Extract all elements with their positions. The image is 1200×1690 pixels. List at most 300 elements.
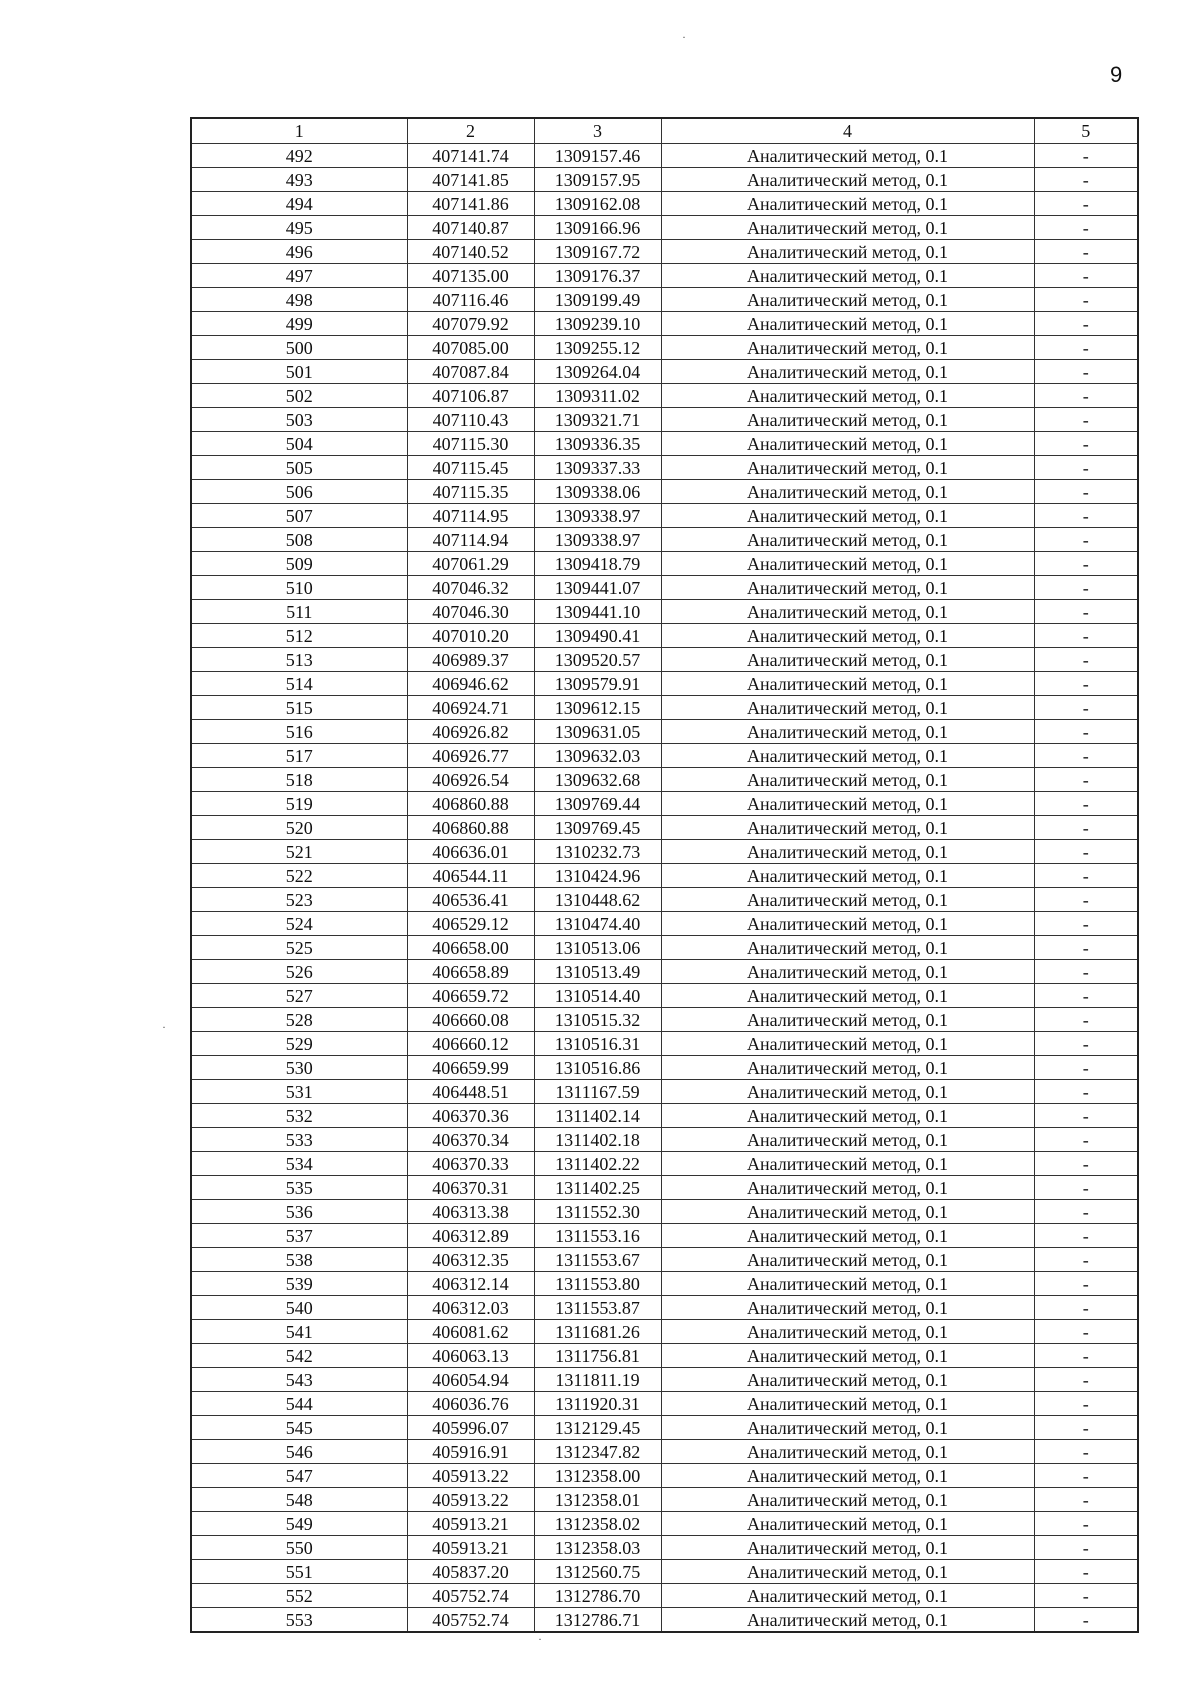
- method-cell: Аналитический метод, 0.1: [661, 1032, 1034, 1056]
- point-number-cell: 544: [191, 1392, 407, 1416]
- point-number-cell: 509: [191, 552, 407, 576]
- y-coordinate-cell: 1310424.96: [534, 864, 661, 888]
- method-cell: Аналитический метод, 0.1: [661, 480, 1034, 504]
- table-row: [191, 432, 1138, 456]
- note-cell: -: [1034, 1176, 1138, 1200]
- table-row: [191, 576, 1138, 600]
- note-cell: -: [1034, 1296, 1138, 1320]
- table-row: [191, 1272, 1138, 1296]
- x-coordinate-cell: 407110.43: [407, 408, 534, 432]
- point-number-cell: 513: [191, 648, 407, 672]
- point-number-cell: 498: [191, 288, 407, 312]
- point-number-cell: 534: [191, 1152, 407, 1176]
- note-cell: -: [1034, 144, 1138, 168]
- y-coordinate-cell: 1309162.08: [534, 192, 661, 216]
- table-row: [191, 1368, 1138, 1392]
- method-cell: Аналитический метод, 0.1: [661, 1320, 1034, 1344]
- x-coordinate-cell: 406312.89: [407, 1224, 534, 1248]
- x-coordinate-cell: 406989.37: [407, 648, 534, 672]
- y-coordinate-cell: 1311756.81: [534, 1344, 661, 1368]
- table-row: [191, 984, 1138, 1008]
- note-cell: -: [1034, 1272, 1138, 1296]
- table-row: [191, 1584, 1138, 1608]
- y-coordinate-cell: 1309418.79: [534, 552, 661, 576]
- method-cell: Аналитический метод, 0.1: [661, 1224, 1034, 1248]
- method-cell: Аналитический метод, 0.1: [661, 1080, 1034, 1104]
- table-row: [191, 480, 1138, 504]
- header-cell-2: 2: [407, 118, 534, 144]
- point-number-cell: 532: [191, 1104, 407, 1128]
- note-cell: -: [1034, 1152, 1138, 1176]
- y-coordinate-cell: 1309321.71: [534, 408, 661, 432]
- table-row: [191, 672, 1138, 696]
- method-cell: Аналитический метод, 0.1: [661, 144, 1034, 168]
- header-row: [191, 118, 1138, 144]
- table-row: [191, 552, 1138, 576]
- x-coordinate-cell: 407114.94: [407, 528, 534, 552]
- table-row: [191, 864, 1138, 888]
- method-cell: Аналитический метод, 0.1: [661, 696, 1034, 720]
- x-coordinate-cell: 407010.20: [407, 624, 534, 648]
- y-coordinate-cell: 1309632.68: [534, 768, 661, 792]
- method-cell: Аналитический метод, 0.1: [661, 360, 1034, 384]
- y-coordinate-cell: 1312786.71: [534, 1608, 661, 1633]
- method-cell: Аналитический метод, 0.1: [661, 1512, 1034, 1536]
- point-number-cell: 536: [191, 1200, 407, 1224]
- table-row: [191, 384, 1138, 408]
- method-cell: Аналитический метод, 0.1: [661, 912, 1034, 936]
- y-coordinate-cell: 1311811.19: [534, 1368, 661, 1392]
- table-row: [191, 1176, 1138, 1200]
- note-cell: -: [1034, 1248, 1138, 1272]
- y-coordinate-cell: 1309337.33: [534, 456, 661, 480]
- note-cell: -: [1034, 576, 1138, 600]
- x-coordinate-cell: 405913.21: [407, 1512, 534, 1536]
- x-coordinate-cell: 407046.30: [407, 600, 534, 624]
- method-cell: Аналитический метод, 0.1: [661, 528, 1034, 552]
- x-coordinate-cell: 406658.89: [407, 960, 534, 984]
- method-cell: Аналитический метод, 0.1: [661, 1296, 1034, 1320]
- method-cell: Аналитический метод, 0.1: [661, 1392, 1034, 1416]
- point-number-cell: 515: [191, 696, 407, 720]
- x-coordinate-cell: 405916.91: [407, 1440, 534, 1464]
- note-cell: -: [1034, 288, 1138, 312]
- point-number-cell: 508: [191, 528, 407, 552]
- method-cell: Аналитический метод, 0.1: [661, 888, 1034, 912]
- point-number-cell: 543: [191, 1368, 407, 1392]
- x-coordinate-cell: 406370.33: [407, 1152, 534, 1176]
- method-cell: Аналитический метод, 0.1: [661, 600, 1034, 624]
- note-cell: -: [1034, 648, 1138, 672]
- x-coordinate-cell: 407140.87: [407, 216, 534, 240]
- point-number-cell: 550: [191, 1536, 407, 1560]
- y-coordinate-cell: 1309441.07: [534, 576, 661, 600]
- point-number-cell: 524: [191, 912, 407, 936]
- x-coordinate-cell: 406659.72: [407, 984, 534, 1008]
- method-cell: Аналитический метод, 0.1: [661, 648, 1034, 672]
- y-coordinate-cell: 1311552.30: [534, 1200, 661, 1224]
- method-cell: Аналитический метод, 0.1: [661, 1272, 1034, 1296]
- method-cell: Аналитический метод, 0.1: [661, 336, 1034, 360]
- method-cell: Аналитический метод, 0.1: [661, 768, 1034, 792]
- point-number-cell: 539: [191, 1272, 407, 1296]
- note-cell: -: [1034, 432, 1138, 456]
- point-number-cell: 510: [191, 576, 407, 600]
- note-cell: -: [1034, 192, 1138, 216]
- note-cell: -: [1034, 1560, 1138, 1584]
- method-cell: Аналитический метод, 0.1: [661, 672, 1034, 696]
- scan-speck: ·: [162, 1020, 166, 1034]
- x-coordinate-cell: 405837.20: [407, 1560, 534, 1584]
- y-coordinate-cell: 1310513.49: [534, 960, 661, 984]
- method-cell: Аналитический метод, 0.1: [661, 840, 1034, 864]
- x-coordinate-cell: 407140.52: [407, 240, 534, 264]
- method-cell: Аналитический метод, 0.1: [661, 504, 1034, 528]
- method-cell: Аналитический метод, 0.1: [661, 1152, 1034, 1176]
- method-cell: Аналитический метод, 0.1: [661, 552, 1034, 576]
- x-coordinate-cell: 406926.77: [407, 744, 534, 768]
- header-cell-5: 5: [1034, 118, 1138, 144]
- x-coordinate-cell: 406860.88: [407, 816, 534, 840]
- y-coordinate-cell: 1312786.70: [534, 1584, 661, 1608]
- method-cell: Аналитический метод, 0.1: [661, 312, 1034, 336]
- x-coordinate-cell: 406370.34: [407, 1128, 534, 1152]
- y-coordinate-cell: 1309520.57: [534, 648, 661, 672]
- point-number-cell: 540: [191, 1296, 407, 1320]
- note-cell: -: [1034, 624, 1138, 648]
- x-coordinate-cell: 407141.74: [407, 144, 534, 168]
- method-cell: Аналитический метод, 0.1: [661, 1104, 1034, 1128]
- table-row: [191, 816, 1138, 840]
- table-row: [191, 1224, 1138, 1248]
- x-coordinate-cell: 406636.01: [407, 840, 534, 864]
- x-coordinate-cell: 407135.00: [407, 264, 534, 288]
- table-row: [191, 336, 1138, 360]
- y-coordinate-cell: 1309338.97: [534, 528, 661, 552]
- note-cell: -: [1034, 936, 1138, 960]
- y-coordinate-cell: 1309338.06: [534, 480, 661, 504]
- header-cell-4: 4: [661, 118, 1034, 144]
- method-cell: Аналитический метод, 0.1: [661, 216, 1034, 240]
- table-row: [191, 1104, 1138, 1128]
- table-row: [191, 936, 1138, 960]
- y-coordinate-cell: 1311402.25: [534, 1176, 661, 1200]
- x-coordinate-cell: 405913.21: [407, 1536, 534, 1560]
- y-coordinate-cell: 1311553.87: [534, 1296, 661, 1320]
- point-number-cell: 512: [191, 624, 407, 648]
- method-cell: Аналитический метод, 0.1: [661, 192, 1034, 216]
- method-cell: Аналитический метод, 0.1: [661, 1008, 1034, 1032]
- note-cell: -: [1034, 1128, 1138, 1152]
- point-number-cell: 494: [191, 192, 407, 216]
- point-number-cell: 538: [191, 1248, 407, 1272]
- note-cell: -: [1034, 600, 1138, 624]
- y-coordinate-cell: 1312347.82: [534, 1440, 661, 1464]
- point-number-cell: 492: [191, 144, 407, 168]
- table-row: [191, 1296, 1138, 1320]
- point-number-cell: 497: [191, 264, 407, 288]
- y-coordinate-cell: 1311681.26: [534, 1320, 661, 1344]
- method-cell: Аналитический метод, 0.1: [661, 984, 1034, 1008]
- point-number-cell: 507: [191, 504, 407, 528]
- note-cell: -: [1034, 840, 1138, 864]
- method-cell: Аналитический метод, 0.1: [661, 1560, 1034, 1584]
- table-row: [191, 408, 1138, 432]
- method-cell: Аналитический метод, 0.1: [661, 408, 1034, 432]
- point-number-cell: 522: [191, 864, 407, 888]
- y-coordinate-cell: 1311167.59: [534, 1080, 661, 1104]
- x-coordinate-cell: 406926.82: [407, 720, 534, 744]
- note-cell: -: [1034, 720, 1138, 744]
- note-cell: -: [1034, 912, 1138, 936]
- table-row: [191, 528, 1138, 552]
- point-number-cell: 529: [191, 1032, 407, 1056]
- point-number-cell: 527: [191, 984, 407, 1008]
- point-number-cell: 553: [191, 1608, 407, 1633]
- method-cell: Аналитический метод, 0.1: [661, 1464, 1034, 1488]
- table-row: [191, 744, 1138, 768]
- header-cell-1: 1: [191, 118, 407, 144]
- y-coordinate-cell: 1310516.31: [534, 1032, 661, 1056]
- note-cell: -: [1034, 768, 1138, 792]
- y-coordinate-cell: 1309255.12: [534, 336, 661, 360]
- x-coordinate-cell: 407115.45: [407, 456, 534, 480]
- point-number-cell: 535: [191, 1176, 407, 1200]
- method-cell: Аналитический метод, 0.1: [661, 816, 1034, 840]
- y-coordinate-cell: 1309157.95: [534, 168, 661, 192]
- note-cell: -: [1034, 696, 1138, 720]
- method-cell: Аналитический метод, 0.1: [661, 864, 1034, 888]
- table-row: [191, 192, 1138, 216]
- table-row: [191, 1200, 1138, 1224]
- y-coordinate-cell: 1311920.31: [534, 1392, 661, 1416]
- table-row: [191, 1080, 1138, 1104]
- y-coordinate-cell: 1309264.04: [534, 360, 661, 384]
- x-coordinate-cell: 406658.00: [407, 936, 534, 960]
- method-cell: Аналитический метод, 0.1: [661, 576, 1034, 600]
- point-number-cell: 548: [191, 1488, 407, 1512]
- table-row: [191, 600, 1138, 624]
- y-coordinate-cell: 1310232.73: [534, 840, 661, 864]
- table-row: [191, 144, 1138, 168]
- point-number-cell: 518: [191, 768, 407, 792]
- table-row: [191, 216, 1138, 240]
- method-cell: Аналитический метод, 0.1: [661, 1440, 1034, 1464]
- table-row: [191, 1128, 1138, 1152]
- table-row: [191, 840, 1138, 864]
- method-cell: Аналитический метод, 0.1: [661, 1488, 1034, 1512]
- x-coordinate-cell: 407141.86: [407, 192, 534, 216]
- table-row: [191, 648, 1138, 672]
- table-row: [191, 1392, 1138, 1416]
- table-header: [191, 118, 1138, 144]
- y-coordinate-cell: 1309311.02: [534, 384, 661, 408]
- method-cell: Аналитический метод, 0.1: [661, 1584, 1034, 1608]
- table-row: [191, 792, 1138, 816]
- y-coordinate-cell: 1312129.45: [534, 1416, 661, 1440]
- point-number-cell: 530: [191, 1056, 407, 1080]
- point-number-cell: 546: [191, 1440, 407, 1464]
- table-row: [191, 1152, 1138, 1176]
- table-row: [191, 1056, 1138, 1080]
- note-cell: -: [1034, 1608, 1138, 1633]
- y-coordinate-cell: 1309441.10: [534, 600, 661, 624]
- note-cell: -: [1034, 792, 1138, 816]
- note-cell: -: [1034, 552, 1138, 576]
- y-coordinate-cell: 1311553.16: [534, 1224, 661, 1248]
- y-coordinate-cell: 1309490.41: [534, 624, 661, 648]
- method-cell: Аналитический метод, 0.1: [661, 1608, 1034, 1633]
- x-coordinate-cell: 406946.62: [407, 672, 534, 696]
- x-coordinate-cell: 405913.22: [407, 1464, 534, 1488]
- method-cell: Аналитический метод, 0.1: [661, 624, 1034, 648]
- method-cell: Аналитический метод, 0.1: [661, 432, 1034, 456]
- note-cell: -: [1034, 1200, 1138, 1224]
- y-coordinate-cell: 1312358.01: [534, 1488, 661, 1512]
- y-coordinate-cell: 1309612.15: [534, 696, 661, 720]
- point-number-cell: 528: [191, 1008, 407, 1032]
- point-number-cell: 502: [191, 384, 407, 408]
- x-coordinate-cell: 405752.74: [407, 1608, 534, 1633]
- method-cell: Аналитический метод, 0.1: [661, 1368, 1034, 1392]
- x-coordinate-cell: 405996.07: [407, 1416, 534, 1440]
- x-coordinate-cell: 406063.13: [407, 1344, 534, 1368]
- y-coordinate-cell: 1312358.03: [534, 1536, 661, 1560]
- point-number-cell: 501: [191, 360, 407, 384]
- point-number-cell: 514: [191, 672, 407, 696]
- y-coordinate-cell: 1309166.96: [534, 216, 661, 240]
- note-cell: -: [1034, 1440, 1138, 1464]
- method-cell: Аналитический метод, 0.1: [661, 1344, 1034, 1368]
- point-number-cell: 526: [191, 960, 407, 984]
- table-row: [191, 456, 1138, 480]
- x-coordinate-cell: 407079.92: [407, 312, 534, 336]
- table-row: [191, 624, 1138, 648]
- method-cell: Аналитический метод, 0.1: [661, 1056, 1034, 1080]
- point-number-cell: 505: [191, 456, 407, 480]
- note-cell: -: [1034, 1536, 1138, 1560]
- table-row: [191, 288, 1138, 312]
- method-cell: Аналитический метод, 0.1: [661, 1176, 1034, 1200]
- x-coordinate-cell: 407085.00: [407, 336, 534, 360]
- x-coordinate-cell: 407114.95: [407, 504, 534, 528]
- x-coordinate-cell: 406312.03: [407, 1296, 534, 1320]
- table-row: [191, 912, 1138, 936]
- table-row: [191, 1320, 1138, 1344]
- table-row: [191, 240, 1138, 264]
- note-cell: -: [1034, 264, 1138, 288]
- point-number-cell: 520: [191, 816, 407, 840]
- note-cell: -: [1034, 1008, 1138, 1032]
- note-cell: -: [1034, 1584, 1138, 1608]
- note-cell: -: [1034, 240, 1138, 264]
- method-cell: Аналитический метод, 0.1: [661, 456, 1034, 480]
- point-number-cell: 493: [191, 168, 407, 192]
- note-cell: -: [1034, 216, 1138, 240]
- x-coordinate-cell: 406312.14: [407, 1272, 534, 1296]
- table-row: [191, 720, 1138, 744]
- method-cell: Аналитический метод, 0.1: [661, 168, 1034, 192]
- point-number-cell: 496: [191, 240, 407, 264]
- table-row: [191, 1560, 1138, 1584]
- x-coordinate-cell: 406370.31: [407, 1176, 534, 1200]
- note-cell: -: [1034, 456, 1138, 480]
- x-coordinate-cell: 406536.41: [407, 888, 534, 912]
- y-coordinate-cell: 1310513.06: [534, 936, 661, 960]
- x-coordinate-cell: 406312.35: [407, 1248, 534, 1272]
- x-coordinate-cell: 406659.99: [407, 1056, 534, 1080]
- note-cell: -: [1034, 960, 1138, 984]
- x-coordinate-cell: 406926.54: [407, 768, 534, 792]
- point-number-cell: 552: [191, 1584, 407, 1608]
- y-coordinate-cell: 1309631.05: [534, 720, 661, 744]
- point-number-cell: 495: [191, 216, 407, 240]
- x-coordinate-cell: 405752.74: [407, 1584, 534, 1608]
- x-coordinate-cell: 406081.62: [407, 1320, 534, 1344]
- note-cell: -: [1034, 1416, 1138, 1440]
- point-number-cell: 525: [191, 936, 407, 960]
- method-cell: Аналитический метод, 0.1: [661, 384, 1034, 408]
- y-coordinate-cell: 1312358.00: [534, 1464, 661, 1488]
- note-cell: -: [1034, 864, 1138, 888]
- x-coordinate-cell: 406370.36: [407, 1104, 534, 1128]
- note-cell: -: [1034, 312, 1138, 336]
- table-row: [191, 264, 1138, 288]
- method-cell: Аналитический метод, 0.1: [661, 792, 1034, 816]
- x-coordinate-cell: 406660.12: [407, 1032, 534, 1056]
- method-cell: Аналитический метод, 0.1: [661, 1128, 1034, 1152]
- point-number-cell: 541: [191, 1320, 407, 1344]
- y-coordinate-cell: 1309338.97: [534, 504, 661, 528]
- method-cell: Аналитический метод, 0.1: [661, 1416, 1034, 1440]
- note-cell: -: [1034, 1512, 1138, 1536]
- note-cell: -: [1034, 336, 1138, 360]
- note-cell: -: [1034, 1080, 1138, 1104]
- x-coordinate-cell: 407087.84: [407, 360, 534, 384]
- point-number-cell: 537: [191, 1224, 407, 1248]
- note-cell: -: [1034, 1464, 1138, 1488]
- y-coordinate-cell: 1309176.37: [534, 264, 661, 288]
- note-cell: -: [1034, 408, 1138, 432]
- method-cell: Аналитический метод, 0.1: [661, 744, 1034, 768]
- note-cell: -: [1034, 1104, 1138, 1128]
- point-number-cell: 545: [191, 1416, 407, 1440]
- y-coordinate-cell: 1310515.32: [534, 1008, 661, 1032]
- y-coordinate-cell: 1309769.44: [534, 792, 661, 816]
- point-number-cell: 516: [191, 720, 407, 744]
- scan-speck: ·: [538, 1632, 542, 1646]
- note-cell: -: [1034, 816, 1138, 840]
- y-coordinate-cell: 1312358.02: [534, 1512, 661, 1536]
- note-cell: -: [1034, 1224, 1138, 1248]
- note-cell: -: [1034, 360, 1138, 384]
- y-coordinate-cell: 1309632.03: [534, 744, 661, 768]
- note-cell: -: [1034, 672, 1138, 696]
- point-number-cell: 533: [191, 1128, 407, 1152]
- point-number-cell: 549: [191, 1512, 407, 1536]
- y-coordinate-cell: 1309769.45: [534, 816, 661, 840]
- x-coordinate-cell: 407061.29: [407, 552, 534, 576]
- table-body: [191, 144, 1138, 1633]
- table-row: [191, 960, 1138, 984]
- point-number-cell: 542: [191, 1344, 407, 1368]
- x-coordinate-cell: 407116.46: [407, 288, 534, 312]
- y-coordinate-cell: 1310516.86: [534, 1056, 661, 1080]
- note-cell: -: [1034, 1368, 1138, 1392]
- x-coordinate-cell: 407106.87: [407, 384, 534, 408]
- y-coordinate-cell: 1311553.80: [534, 1272, 661, 1296]
- x-coordinate-cell: 406860.88: [407, 792, 534, 816]
